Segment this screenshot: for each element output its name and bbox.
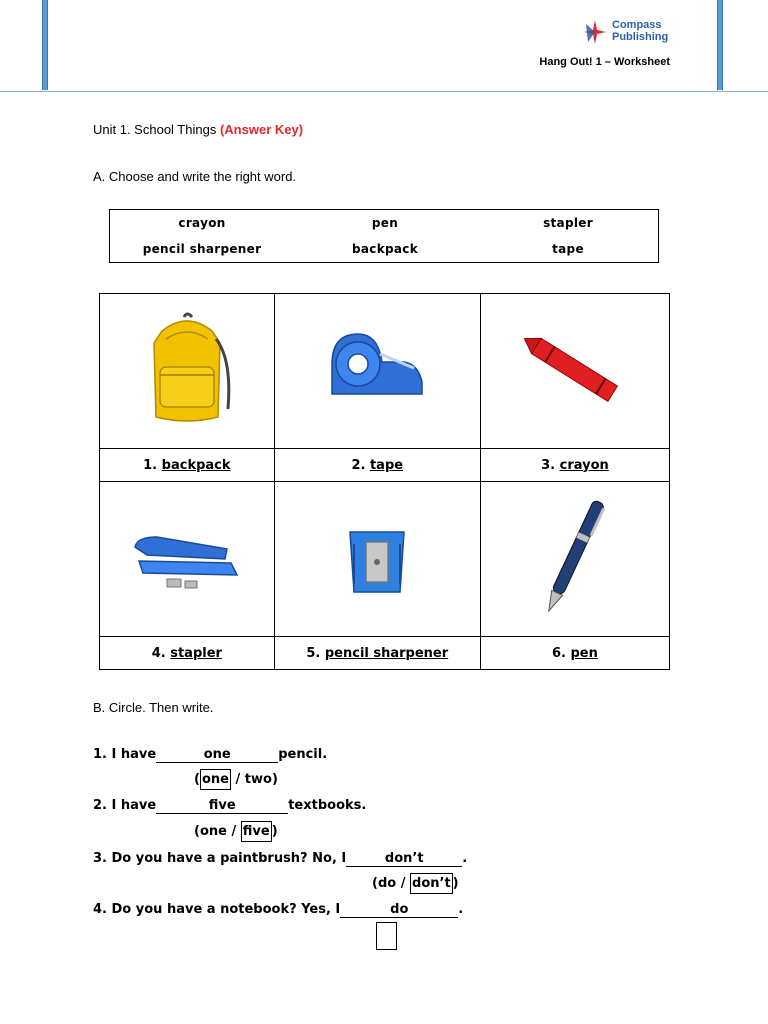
pen-icon: [535, 487, 615, 627]
choice-separator: /: [235, 772, 241, 787]
paren-open: (: [194, 824, 200, 839]
stapler-icon: [127, 517, 247, 597]
question-text-end: pencil.: [278, 747, 328, 762]
word-bank: [109, 209, 659, 263]
question-number: 2.: [93, 798, 107, 813]
paren-open: (: [372, 876, 378, 891]
question-2: [93, 798, 366, 814]
logo-line-1: Compass: [612, 19, 662, 31]
word-bank-item: pencil sharpener: [142, 242, 262, 256]
paren-open: (: [194, 772, 200, 787]
item-number: 3.: [541, 457, 556, 473]
word-bank-item: crayon: [178, 216, 226, 230]
crayon-icon: [510, 319, 640, 419]
picture-cell: [100, 294, 275, 449]
item-number: 5.: [306, 645, 321, 661]
item-answer: backpack: [161, 457, 231, 473]
item-number: 2.: [351, 457, 366, 473]
header-bar-right: [717, 0, 723, 90]
logo-text: [612, 19, 668, 43]
answer-blank: don’t: [346, 851, 462, 867]
answer-blank: five: [156, 798, 288, 814]
paren-close: ): [271, 824, 278, 839]
unit-title-text: Unit 1. School Things: [93, 122, 217, 137]
question-4: [93, 902, 463, 918]
compass-star-icon: [582, 18, 608, 46]
item-number: 1.: [143, 457, 158, 473]
pencil-sharpener-icon: [342, 512, 412, 602]
item-caption: [100, 449, 275, 482]
picture-cell: [480, 294, 669, 449]
question-1: [93, 747, 327, 763]
answer-box: [376, 922, 397, 950]
backpack-icon: [132, 309, 242, 429]
item-answer: crayon: [559, 457, 609, 473]
word-bank-item: pen: [371, 216, 399, 230]
circled-choice: five: [241, 821, 272, 842]
answer-key-label: (Answer Key): [219, 122, 304, 137]
choice-option: two: [244, 772, 272, 787]
choice-options-2: [194, 824, 278, 839]
picture-cell: [274, 482, 480, 637]
picture-grid: [99, 293, 670, 670]
question-3: [93, 851, 467, 867]
logo-line-2: Publishing: [612, 31, 669, 43]
item-caption: [480, 449, 669, 482]
header-divider: [0, 91, 768, 92]
item-answer: pencil sharpener: [324, 645, 449, 661]
question-number: 1.: [93, 747, 107, 762]
item-number: 4.: [151, 645, 166, 661]
word-bank-item: stapler: [543, 216, 593, 230]
worksheet-subtitle: Hang Out! 1 – Worksheet: [539, 56, 670, 68]
question-text: I have: [111, 747, 157, 762]
question-number: 3.: [93, 851, 107, 866]
choice-option: one: [199, 824, 227, 839]
item-caption: [480, 637, 669, 670]
circled-choice: don’t: [410, 873, 453, 894]
unit-title: [93, 122, 303, 137]
question-text-end: textbooks.: [288, 798, 367, 813]
item-answer: pen: [570, 645, 598, 661]
choice-separator: /: [400, 876, 406, 891]
section-a-instruction: A. Choose and write the right word.: [93, 169, 297, 184]
question-text: Do you have a paintbrush? No, I: [111, 851, 347, 866]
item-caption: [100, 637, 275, 670]
section-b-instruction: B. Circle. Then write.: [93, 700, 214, 715]
choice-options-3: [372, 876, 459, 891]
choice-options-1: [194, 772, 278, 787]
question-number: 4.: [93, 902, 107, 917]
word-bank-item: tape: [552, 242, 584, 256]
paren-close: ): [452, 876, 459, 891]
item-number: 6.: [551, 645, 566, 661]
item-caption: [274, 637, 480, 670]
choice-option: do: [377, 876, 397, 891]
picture-cell: [480, 482, 669, 637]
question-text: Do you have a notebook? Yes, I: [111, 902, 341, 917]
answer-blank: do: [340, 902, 458, 918]
paren-close: ): [271, 772, 278, 787]
question-text-end: .: [462, 851, 468, 866]
picture-cell: [274, 294, 480, 449]
answer-blank: one: [156, 747, 278, 763]
choice-separator: /: [231, 824, 237, 839]
picture-cell: [100, 482, 275, 637]
question-text-end: .: [458, 902, 464, 917]
item-caption: [274, 449, 480, 482]
item-answer: stapler: [170, 645, 222, 661]
compass-publishing-logo: [582, 18, 682, 48]
word-bank-item: backpack: [352, 242, 418, 256]
item-answer: tape: [369, 457, 404, 473]
question-text: I have: [111, 798, 157, 813]
header-bar-left: [42, 0, 48, 90]
circled-choice: one: [200, 769, 231, 790]
tape-dispenser-icon: [322, 324, 432, 414]
